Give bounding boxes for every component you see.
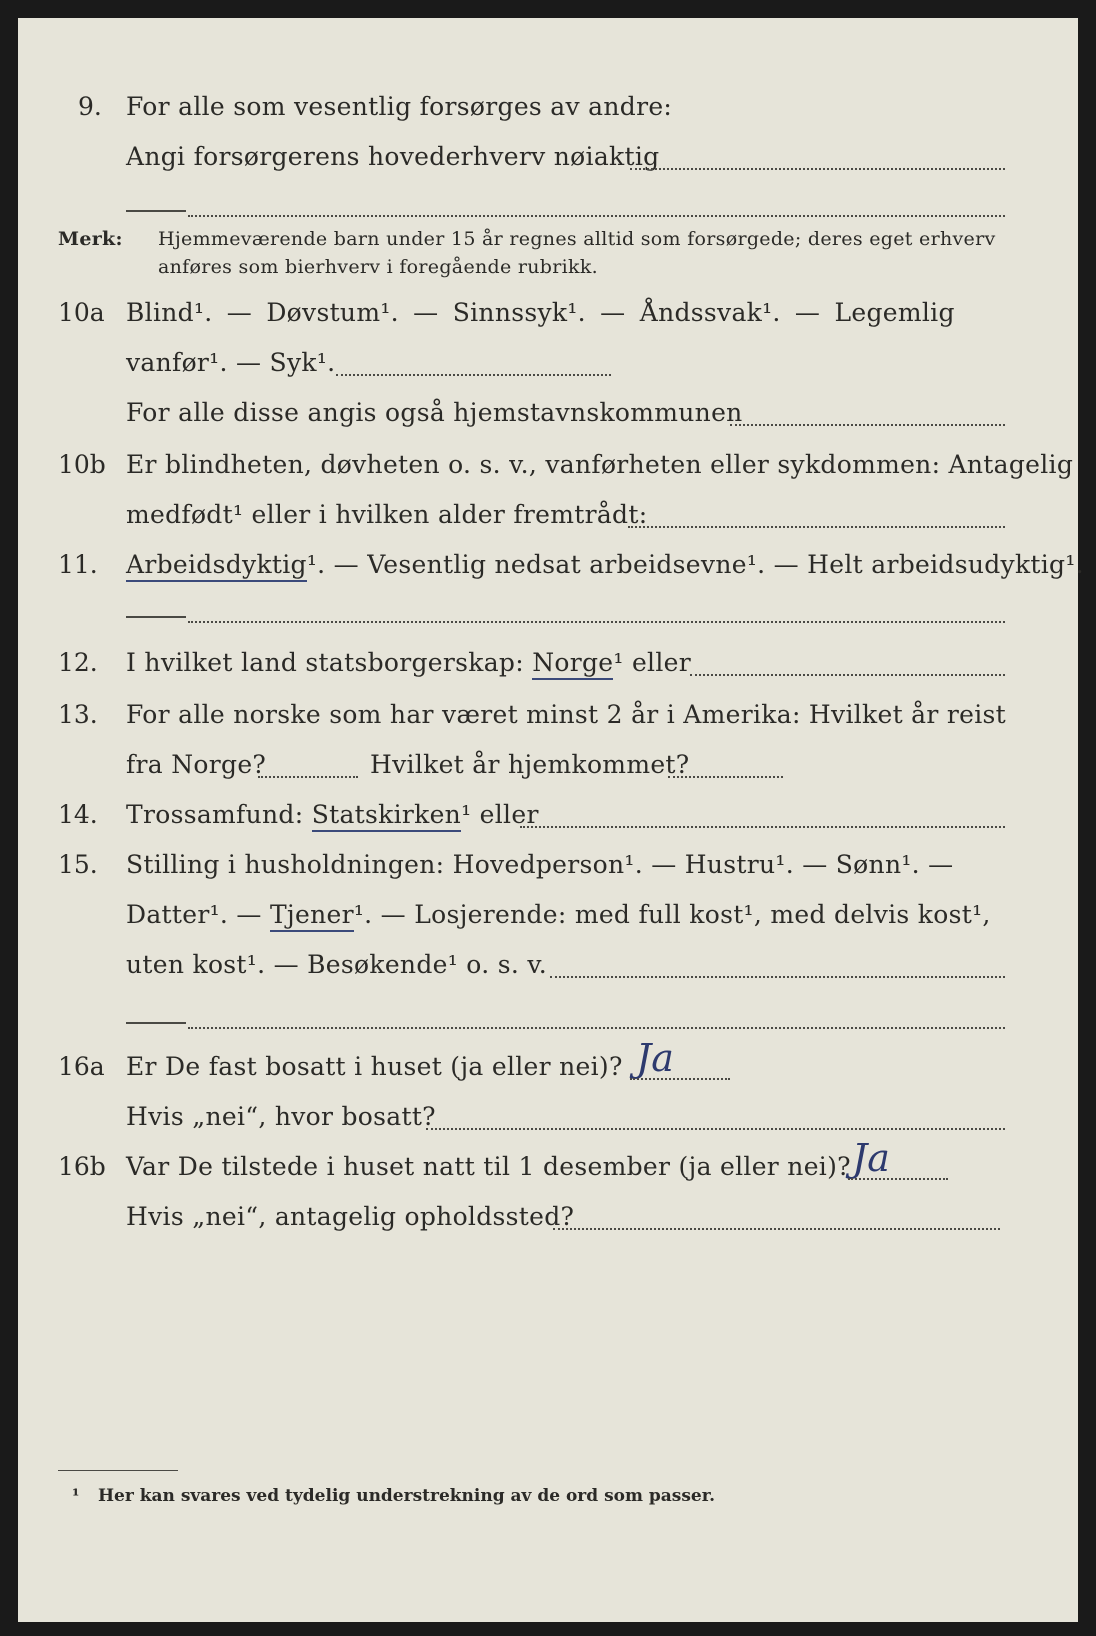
question-14-text [126, 800, 539, 829]
question-9-extra-line [188, 215, 1005, 217]
question-15-line2a: Datter¹. — [126, 900, 262, 929]
question-16b-number: 16b [58, 1152, 106, 1181]
question-14-answer-line [520, 826, 1005, 828]
question-14-number: 14. [58, 800, 98, 829]
question-14-post: ¹ eller [461, 800, 539, 829]
question-12-number: 12. [58, 648, 98, 677]
question-13-reist-line [258, 776, 358, 778]
merk-line1: Hjemmeværende barn under 15 år regnes alltid som forsørgede; deres eget erhverv [158, 228, 996, 250]
question-16b-opholdssted-line [553, 1228, 1000, 1230]
question-16a-answer-line [630, 1078, 730, 1080]
question-10b-number: 10b [58, 450, 106, 479]
question-15-number: 15. [58, 850, 98, 879]
question-16a-number: 16a [58, 1052, 105, 1081]
question-15-answer-line [550, 976, 1005, 978]
question-13-line2b: Hvilket år hjemkommet? [370, 750, 690, 779]
footnote-mark: ¹ [72, 1486, 80, 1506]
merk-label: Merk: [58, 228, 123, 250]
question-14-pre: Trossamfund: [126, 800, 304, 829]
question-10a-number: 10a [58, 298, 105, 327]
question-10b-answer-line [628, 526, 1005, 528]
question-11-number: 11. [58, 550, 98, 579]
question-14-option-statskirken[interactable]: Statskirken [312, 800, 461, 832]
question-10a-answer-line [730, 424, 1005, 426]
question-9-line1: For alle som vesentlig forsørges av andre: [126, 92, 673, 121]
question-13-line2a: fra Norge? [126, 750, 267, 779]
question-15-extra-line [188, 1027, 1005, 1029]
question-15-option-tjener[interactable]: Tjener [270, 900, 354, 932]
question-16a-handwritten-answer[interactable]: Ja [636, 1036, 674, 1080]
question-16a-line2: Hvis „nei“, hvor bosatt? [126, 1102, 436, 1131]
question-12-post: ¹ eller [613, 648, 691, 677]
question-11-rest: ¹. — Vesentlig nedsat arbeidsevne¹. — Helt arbeidsudyktig¹. [306, 550, 1084, 579]
footnote-divider [58, 1470, 178, 1471]
census-form-page [18, 18, 1084, 1622]
question-15-line2 [126, 900, 991, 929]
question-9-line2: Angi forsørgerens hovederhverv nøiaktig [126, 142, 660, 171]
question-16b-handwritten-answer[interactable]: Ja [852, 1136, 890, 1180]
question-11-text [126, 550, 1084, 579]
question-13-hjemkommet-line [668, 776, 783, 778]
question-13-number: 13. [58, 700, 98, 729]
question-12-pre: I hvilket land statsborgerskap: [126, 648, 524, 677]
question-12-option-norge[interactable]: Norge [532, 648, 613, 680]
question-10a-syk-line [336, 374, 611, 376]
question-11-option-arbeidsdyktig[interactable]: Arbeidsdyktig [126, 550, 307, 582]
question-16a-bosatt-line [426, 1128, 1005, 1130]
question-9-extra-line-short [126, 210, 186, 212]
question-10b-line1: Er blindheten, døvheten o. s. v., vanførheten eller sykdommen: Antagelig [126, 450, 1074, 479]
question-12-text [126, 648, 691, 677]
question-10a-line1: Blind¹. — Døvstum¹. — Sinnssyk¹. — Åndssvak¹. — Legemlig [126, 298, 955, 327]
question-15-line1: Stilling i husholdningen: Hovedperson¹. — Hustru¹. — Sønn¹. — [126, 850, 954, 879]
question-11-extra-line [188, 621, 1005, 623]
question-15-line3: uten kost¹. — Besøkende¹ o. s. v. [126, 950, 548, 979]
question-16b-answer-line [848, 1178, 948, 1180]
question-12-answer-line [690, 674, 1005, 676]
question-9-number: 9. [78, 92, 102, 121]
question-16b-line1: Var De tilstede i huset natt til 1 desember (ja eller nei)? [126, 1152, 851, 1181]
question-10a-line3: For alle disse angis også hjemstavnskommunen [126, 398, 743, 427]
question-9-answer-line [630, 168, 1005, 170]
footnote-text: Her kan svares ved tydelig understrekning av de ord som passer. [98, 1486, 716, 1506]
question-16b-line2: Hvis „nei“, antagelig opholdssted? [126, 1202, 575, 1231]
question-10b-line2: medfødt¹ eller i hvilken alder fremtrådt: [126, 500, 648, 529]
question-13-line1: For alle norske som har været minst 2 år i Amerika: Hvilket år reist [126, 700, 1007, 729]
question-15-extra-line-short [126, 1022, 186, 1024]
question-10a-line2: vanfør¹. — Syk¹. [126, 348, 336, 377]
question-16a-line1: Er De fast bosatt i huset (ja eller nei)? [126, 1052, 623, 1081]
question-11-extra-line-short [126, 616, 186, 618]
merk-line2: anføres som bierhverv i foregående rubrikk. [158, 256, 598, 278]
question-15-line2b: ¹. — Losjerende: med full kost¹, med delvis kost¹, [353, 900, 991, 929]
